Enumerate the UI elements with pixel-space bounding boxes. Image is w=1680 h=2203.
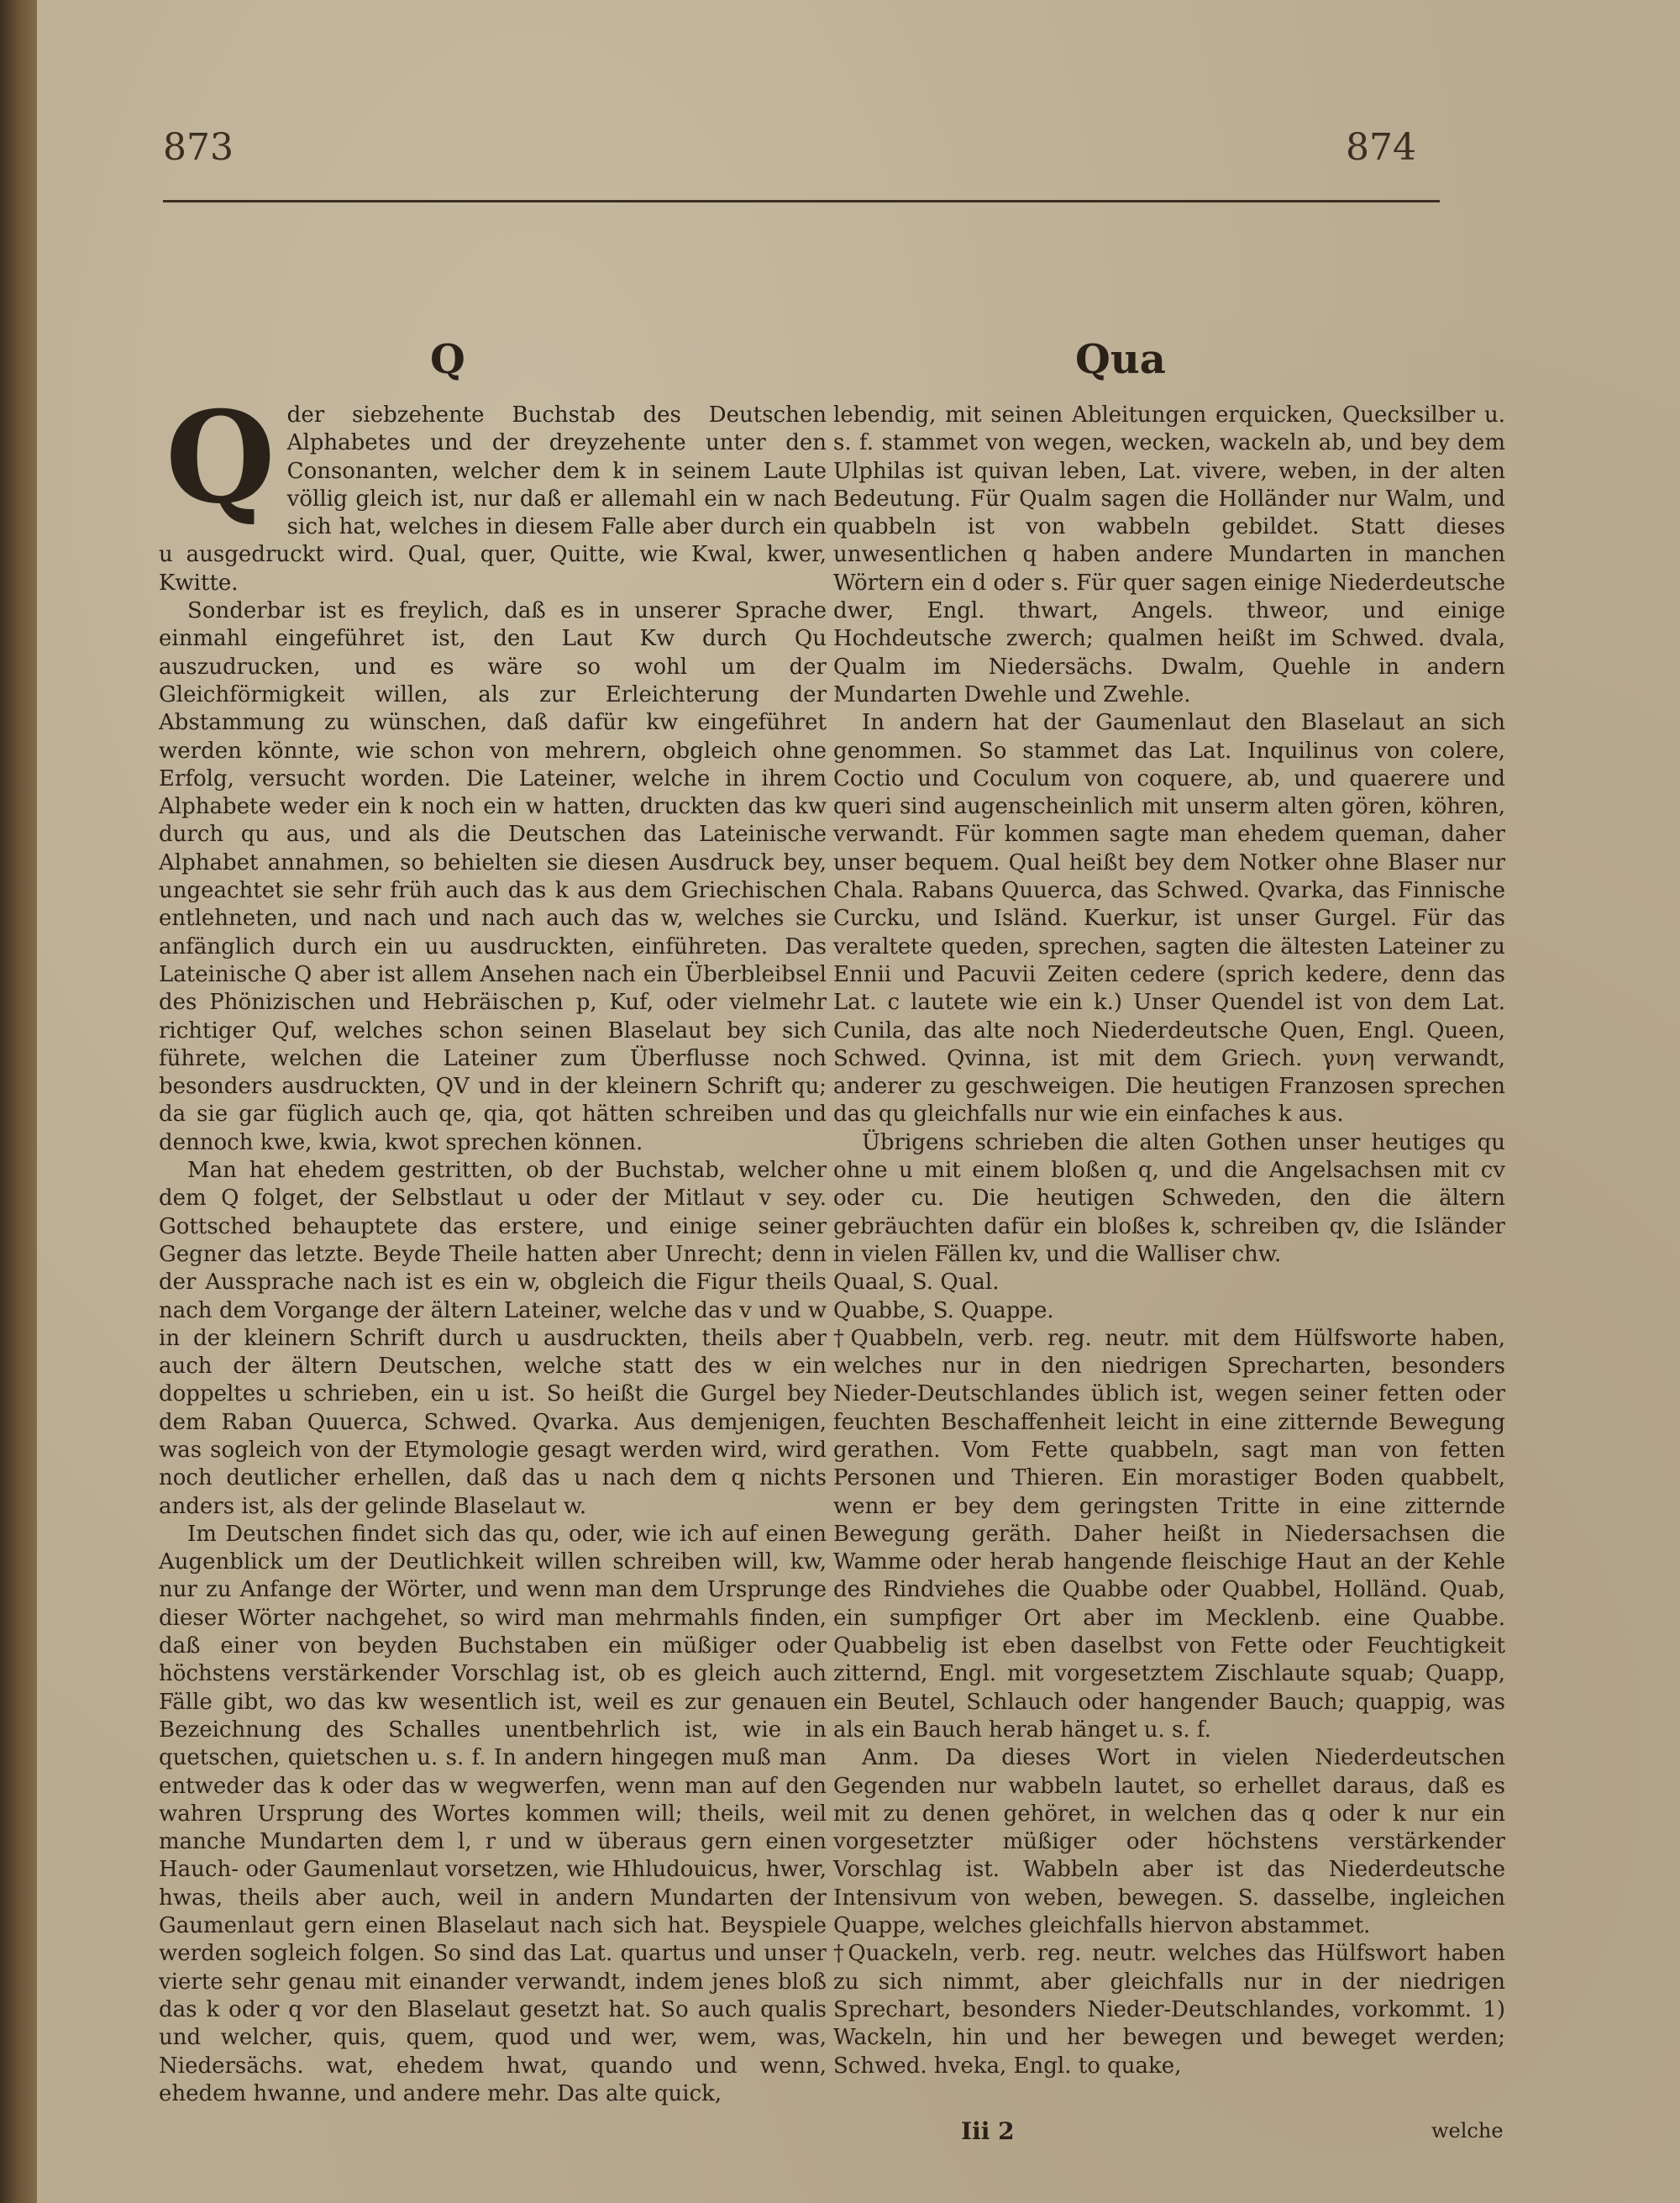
right-paragraph: Übrigens schrieben die alten Gothen unser heutiges qu ohne u mit einem bloßen q, und die Angelsachsen mit cv oder cu. Die heutigen Schweden, den die ältern gebräuchten dafür ein bloßes k, schreiben qv, die Isländer in vielen Fällen kv, und die Walliser chw. <box>833 1129 1505 1267</box>
left-paragraph: Sonderbar ist es freylich, daß es in unserer Sprache einmahl eingeführet ist, den Laut Kw durch Qu auszudrucken, und es wäre so wohl um der Gleichförmigkeit willen, als zur Erleichterung der Abstammung zu wünschen, daß dafür kw eingeführet werden könnte, wie schon von mehrern, obgleich ohne Erfolg, versucht worden. Die Lateiner, welche in ihrem Alphabete weder ein k noch ein w hatten, druckten das kw durch qu aus, und als die Deutschen das Lateinische Alphabet annahmen, so behielten sie diesen Ausdruck bey, ungeachtet sie sehr früh auch das k aus dem Griechischen entlehneten, und nach und nach auch das w, welches sie anfänglich durch ein uu ausdruckten, einführeten. Das Lateinische Q aber ist allem Ansehen nach ein Überbleibsel des Phönizischen und Hebräischen p, Kuf, oder vielmehr richtiger Quf, welches schon seinen Blaselaut bey sich führete, welchen die Lateiner zum Überflusse noch besonders ausdruckten, QV und in der kleinern Schrift qu; da sie gar füglich auch qe, qia, qot hätten schreiben und dennoch kwe, kwia, kwot sprechen können. <box>159 598 827 1155</box>
dictionary-entry: Quabbe, S. Quappe. <box>833 1297 1054 1323</box>
column-heading-left: Q <box>430 336 465 383</box>
left-column <box>159 384 827 2108</box>
right-column <box>833 402 1505 2080</box>
intro-paragraph <box>159 384 827 597</box>
header-rule <box>163 200 1440 202</box>
dictionary-entry: Quaal, S. Qual. <box>833 1270 1000 1296</box>
intro-text: der siebzehente Buchstab des Deutschen Alphabetes und der dreyzehente unter den Consonanten, welcher dem k in seinem Laute völlig gleich ist, nur daß er allemahl ein w nach sich hat, welches in diesem Falle aber durch ein u ausgedruckt wird. Qual, quer, Quitte, wie Kwal, kwer, Kwitte. <box>159 402 827 596</box>
right-paragraph: lebendig, mit seinen Ableitungen erquicken, Quecksilber u. s. f. stammet von wegen, wecken, wackeln ab, und bey dem Ulphilas ist quivan leben, Lat. vivere, weben, in der alten Bedeutung. Für Qualm sagen die Holländer nur Walm, und quabbeln ist von wabbeln gebildet. Statt dieses unwesentlichen q haben andere Mundarten in manchen Wörtern ein d oder s. Für quer sagen einige Niederdeutsche dwer, Engl. thwart, Angels. thweor, und einige Hochdeutsche zwerch; qualmen heißt im Schwed. dvala, Qualm im Niedersächs. Dwalm, Quehle in andern Mundarten Dwehle und Zwehle. <box>833 402 1505 707</box>
entry-annotation: Anm. Da dieses Wort in vielen Niederdeutschen Gegenden nur wabbeln lautet, so erhellet daraus, daß es mit zu denen gehöret, in welchen das q oder k nur ein vorgesetzter müßiger oder höchstens verstärkender Vorschlag ist. Wabbeln aber ist das Niederdeutsche Intensivum von weben, bewegen. S. dasselbe, ingleichen Quappe, welches gleichfalls hiervon abstammet. <box>833 1745 1505 1939</box>
book-spine <box>0 0 42 2203</box>
dictionary-entry: †Quabbeln, verb. reg. neutr. mit dem Hülfsworte haben, welches nur in den niedrigen Sprecharten, besonders Nieder-Deutschlandes üblich ist, wegen seiner fetten oder feuchten Beschaffenheit leicht in eine zitternde Bewegung gerathen. Vom Fette quabbeln, sagt man von fetten Personen und Thieren. Ein morastiger Boden quabbelt, wenn er bey dem geringsten Tritte in eine zitternde Bewegung geräth. Daher heißt in Niedersachsen die Wamme oder herab hangende fleischige Haut an der Kehle des Rindviehes die Quabbe oder Quabbel, Holländ. Quab, ein sumpfiger Ort aber im Mecklenb. eine Quabbe. Quabbelig ist eben daselbst von Fette oder Feuchtigkeit zitternd, Engl. mit vorgesetztem Zischlaute squab; Quapp, ein Beutel, Schlauch oder hangender Bauch; quappig, was als ein Bauch herab hänget u. s. f. <box>833 1325 1505 1743</box>
left-paragraph: Man hat ehedem gestritten, ob der Buchstab, welcher dem Q folget, der Selbstlaut u oder der Mitlaut v sey. Gottsched behauptete das erstere, und einige seiner Gegner das letzte. Beyde Theile hatten aber Unrecht; denn der Aussprache nach ist es ein w, obgleich die Figur theils nach dem Vorgange der ältern Lateiner, welche das v und w in der kleinern Schrift durch u ausdruckten, theils aber auch der ältern Deutschen, welche statt des w ein doppeltes u schrieben, ein u ist. So heißt die Gurgel bey dem Raban Quuerca, Schwed. Qvarka. Aus demjenigen, was sogleich von der Etymologie gesagt werden wird, wird noch deutlicher erhellen, daß das u nach dem q nichts anders ist, als der gelinde Blaselaut w. <box>159 1158 827 1519</box>
column-heading-right: Qua <box>1075 336 1166 383</box>
drop-cap: Q <box>165 384 276 532</box>
dictionary-entry: †Quackeln, verb. reg. neutr. welches das Hülfswort haben zu sich nimmt, aber gleichfalls nur in der niedrigen Sprechart, besonders Nieder-Deutschlandes, vorkommt. 1) Wackeln, hin und her bewegen und beweget werden; Schwed. hveka, Engl. to quake, <box>833 1941 1505 2079</box>
signature-mark: Iii 2 <box>961 2117 1015 2145</box>
page-number-right: 874 <box>1346 126 1416 169</box>
book-page <box>37 0 1680 2203</box>
right-paragraph: In andern hat der Gaumenlaut den Blaselaut an sich genommen. So stammet das Lat. Inquilinus von colere, Coctio und Coculum von coquere, ab, und quaerere und queri sind augenscheinlich mit unserm alten gören, köhren, verwandt. Für kommen sagte man ehedem queman, daher unser bequem. Qual heißt bey dem Notker ohne Blaser nur Chala. Rabans Quuerca, das Schwed. Qvarka, das Finnische Curcku, und Isländ. Kuerkur, ist unser Gurgel. Für das veraltete queden, sprechen, sagten die ältesten Lateiner zu Ennii und Pacuvii Zeiten cedere (sprich kedere, denn das Lat. c lautete wie ein k.) Unser Quendel ist von dem Lat. Cunila, das alte noch Niederdeutsche Quen, Engl. Queen, Schwed. Qvinna, ist mit dem Griech. γυνη verwandt, anderer zu geschweigen. Die heutigen Franzosen sprechen das qu gleichfalls nur wie ein einfaches k aus. <box>833 710 1505 1128</box>
left-paragraph: Im Deutschen findet sich das qu, oder, wie ich auf einen Augenblick um der Deutlichkeit willen schreiben will, kw, nur zu Anfange der Wörter, und wenn man dem Ursprunge dieser Wörter nachgehet, so wird man mehrmahls finden, daß einer von beyden Buchstaben ein müßiger oder höchstens verstärkender Vorschlag ist, ob es gleich auch Fälle gibt, wo das kw wesentlich ist, weil es zur genauen Bezeichnung des Schalles unentbehrlich ist, wie in quetschen, quietschen u. s. f. In andern hingegen muß man entweder das k oder das w wegwerfen, wenn man auf den wahren Ursprung des Wortes kommen will; theils, weil manche Mundarten dem l, r und w überaus gern einen Hauch- oder Gaumenlaut vorsetzen, wie Hhludouicus, hwer, hwas, theils aber auch, weil in andern Mundarten der Gaumenlaut gern einen Blaselaut nach sich hat. Beyspiele werden sogleich folgen. So sind das Lat. quartus und unser vierte sehr genau mit einander verwandt, indem jenes bloß das k oder q vor den Blaselaut gesetzt hat. So auch qualis und welcher, quis, quem, quod und wer, wem, was, Niedersächs. wat, ehedem hwat, quando und wenn, ehedem hwanne, und andere mehr. Das alte quick, <box>159 1521 827 2106</box>
page-number-left: 873 <box>163 126 234 169</box>
catchword: welche <box>1431 2119 1504 2143</box>
